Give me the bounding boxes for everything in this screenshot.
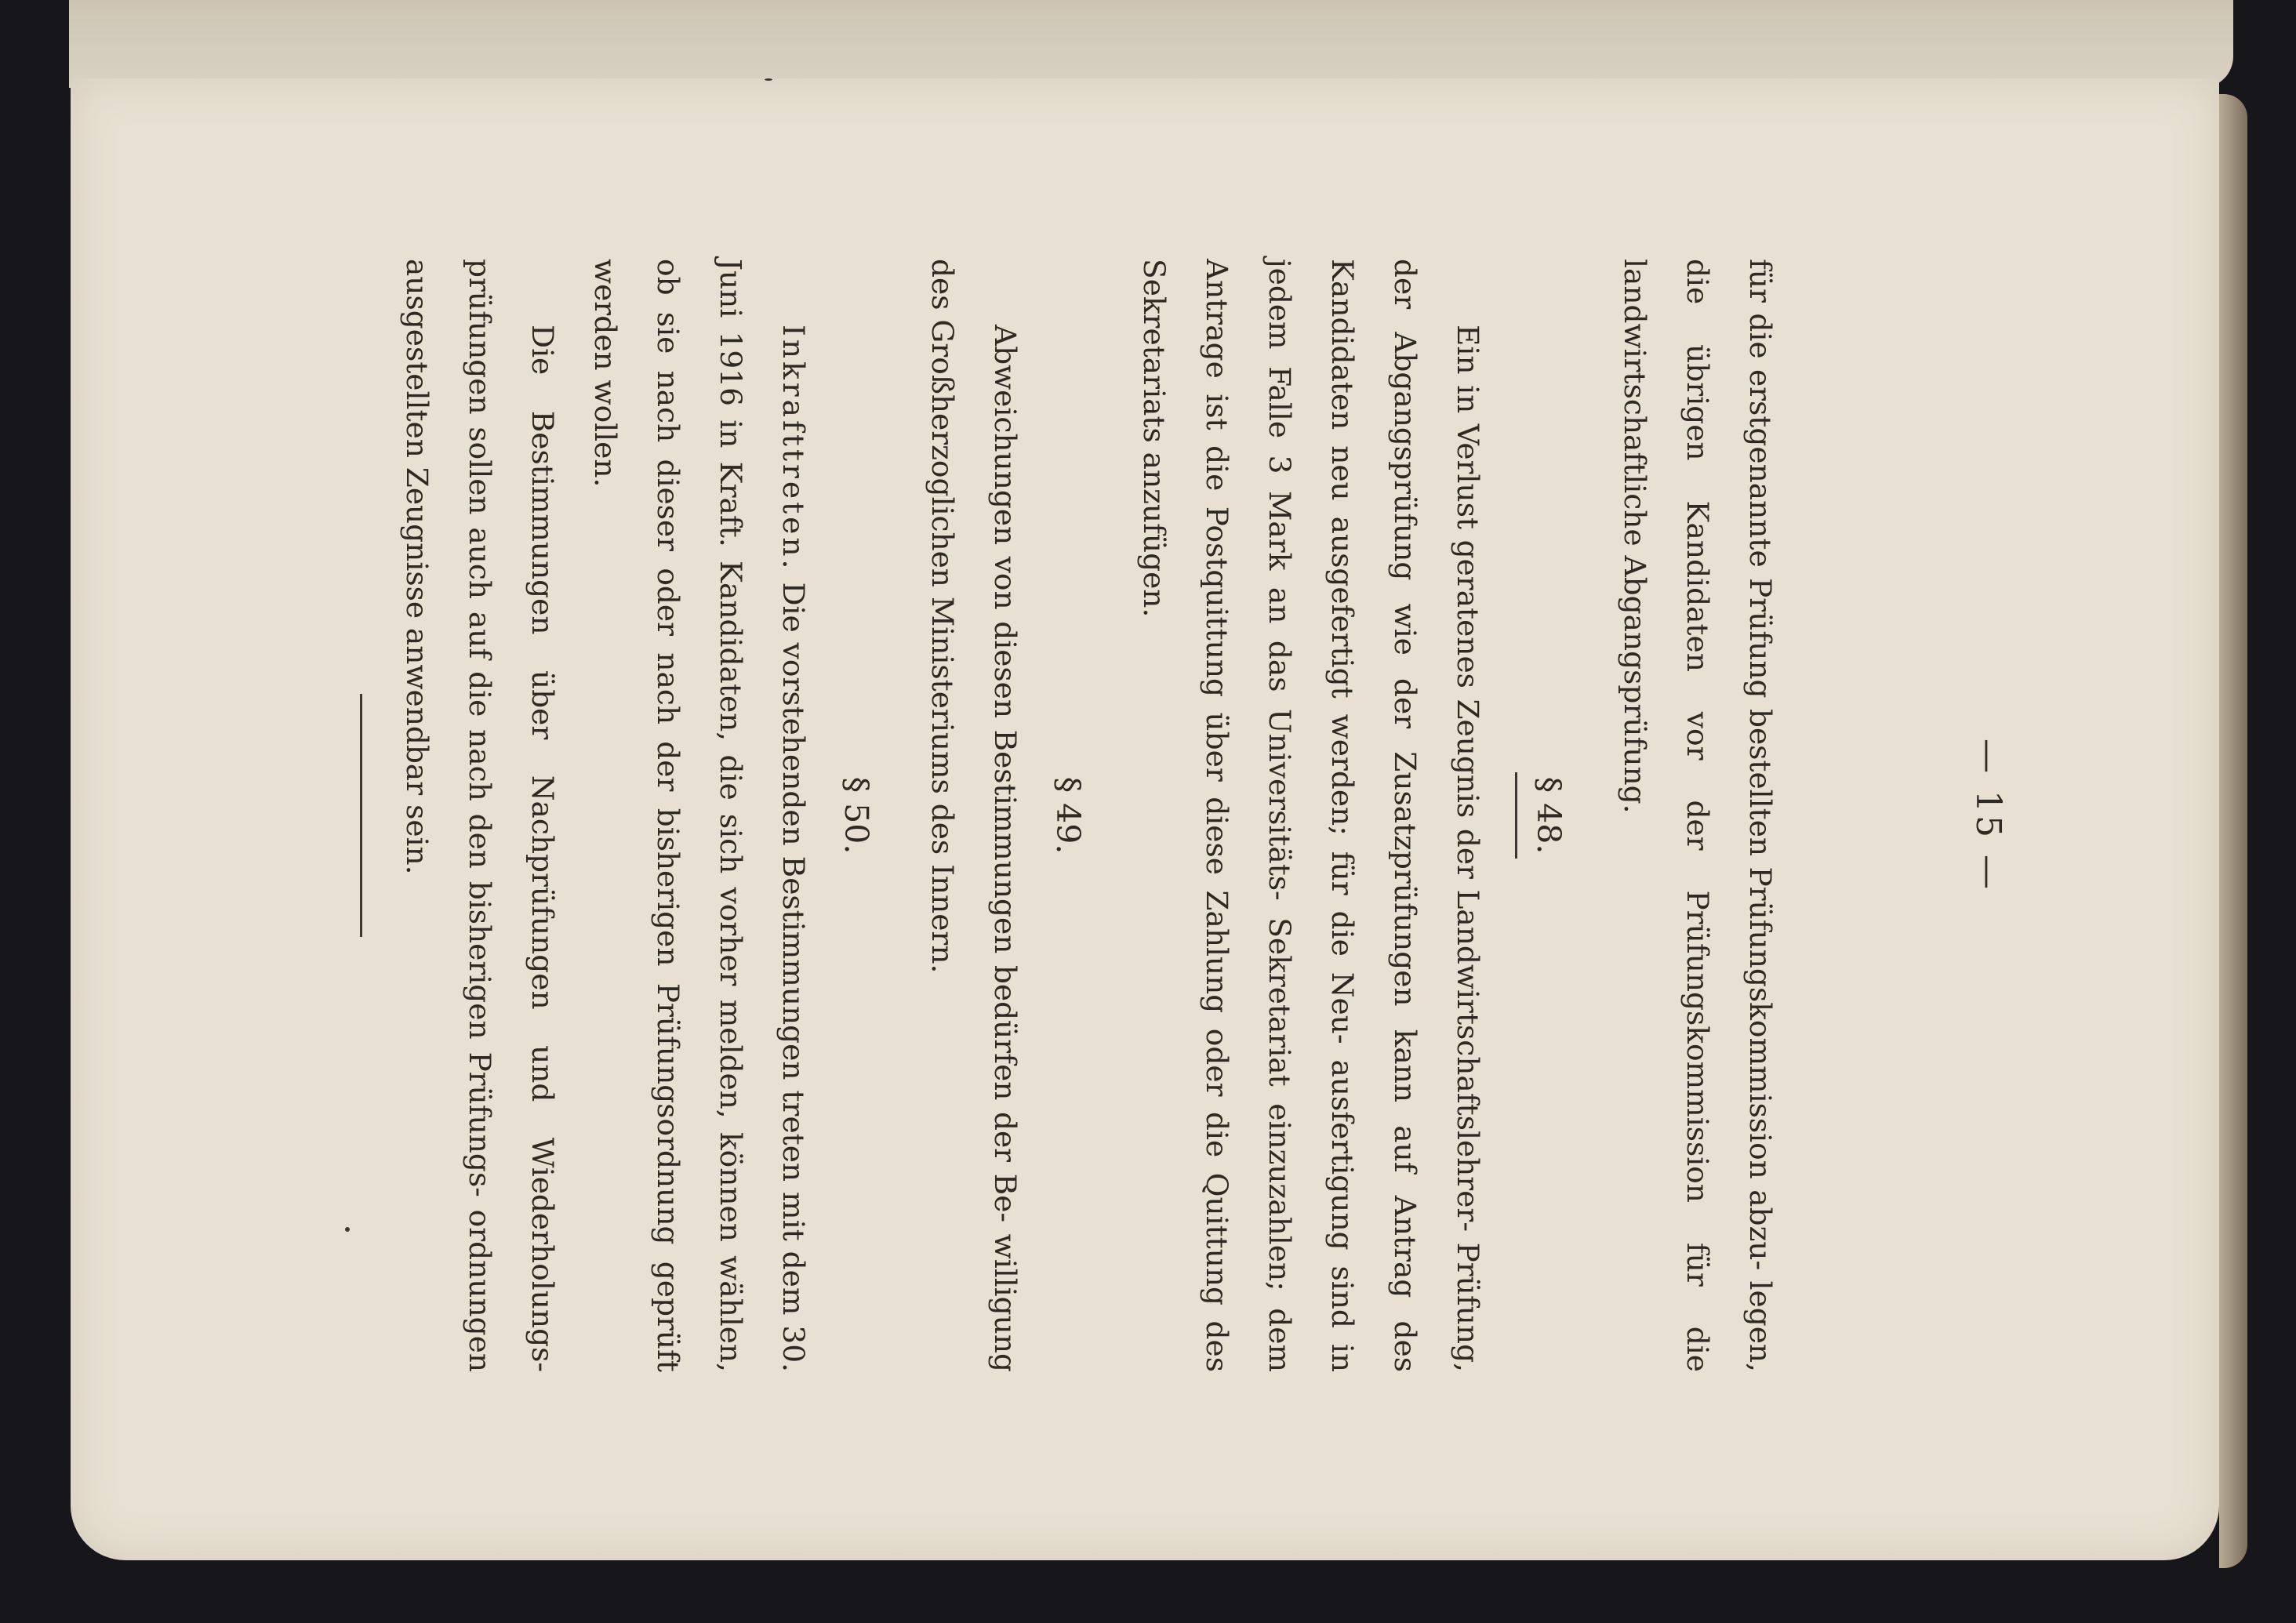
- page-number: — 15 —: [1968, 739, 2008, 892]
- intro-paragraph: für die erstgenannte Prüfung bestellten Prüfungskommission abzu- legen, die übrigen Kandidaten vor der Prüfungskommission für die landwirtschaftliche Abgangsprüfung.: [1618, 259, 1778, 1372]
- section-50-paragraph-2: Die Bestimmungen über Nachprüfungen und Wiederholungs- prüfungen sollen auch auf die nach den bisherigen Prüfungs- ordnungen ausgestellten Zeugnisse anwendbar sein.: [400, 259, 560, 1372]
- page-text-block: [169, 259, 2008, 1373]
- section-50-lead: Inkrafttreten.: [776, 325, 811, 572]
- section-49-heading: § 49.: [1049, 776, 1087, 855]
- section-48-paragraph: Ein in Verlust geratenes Zeugnis der Landwirtschaftslehrer- Prüfung, der Abgangsprüfung wie der Zusatzprüfungen kann auf Antrag des Kandidaten neu ausgefertigt werden; für die Neu- ausfertigung sind in jedem Falle 3 Mark an das Universitäts- Sekretariat einzuzahlen; dem Antrage ist die Postquittung über diese Zahlung oder die Quittung des Sekretariats anzufügen.: [1137, 259, 1485, 1372]
- closing-rule: [360, 694, 362, 937]
- section-50-paragraph-text: Die vorstehenden Bestimmungen treten mit dem 30. Juni 1916 in Kraft. Kandidaten, die sich vorher melden, können wählen, ob sie nach dieser oder nach der bisherigen Prüfungsordnung geprüft werden wollen.: [588, 259, 811, 1373]
- section-50-paragraph: [574, 259, 825, 1372]
- book-spine-edge: [2219, 94, 2247, 1568]
- section-49-paragraph: Abweichungen von diesen Bestimmungen bedürfen der Be- willigung des Großherzoglichen Ministeriums des Innern.: [925, 259, 1023, 1372]
- paper-speck: [765, 78, 772, 81]
- facing-page-edge: [69, 0, 2233, 88]
- section-50-heading: § 50.: [837, 776, 875, 855]
- section-48-heading: § 48.: [1530, 776, 1568, 855]
